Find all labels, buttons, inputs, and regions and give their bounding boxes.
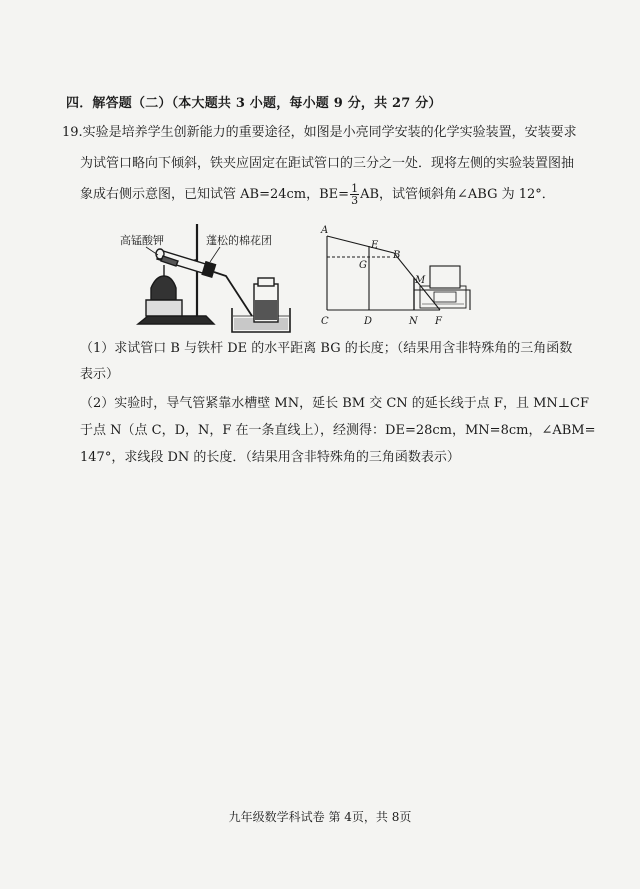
question-1-line-1: （1）求试管口 B 与铁杆 DE 的水平距离 BG 的长度；（结果用含非特殊角的三角函数 — [80, 341, 573, 356]
problem-line-1: 19.实验是培养学生创新能力的重要途径，如图是小亮同学安装的化学实验装置，安装要求 — [62, 125, 577, 140]
problem-line-3-start: 象成右侧示意图，已知试管 AB=24cm，BE= — [80, 187, 350, 202]
label-reagent: 高锰酸钾 — [120, 234, 164, 247]
section-title: 四．解答题（二）（本大题共 3 小题，每小题 9 分，共 27 分） — [66, 96, 442, 111]
geometric-schematic — [327, 236, 470, 310]
point-a-label: A — [321, 225, 329, 236]
label-cotton: 蓬松的棉花团 — [206, 234, 272, 247]
point-f-label: F — [435, 316, 442, 327]
figure-area — [0, 0, 640, 340]
point-n-label: N — [409, 316, 418, 327]
point-m-label: M — [415, 275, 426, 286]
question-1-line-2: 表示） — [80, 367, 120, 382]
question-2-line-1: （2）实验时，导气管紧靠水槽壁 MN，延长 BM 交 CN 的延长线于点 F，且 MN⊥CF — [80, 396, 589, 411]
problem-line-3-end: AB，试管倾斜角∠ABG 为 12°． — [360, 187, 555, 202]
question-2-line-3: 147°，求线段 DN 的长度．（结果用含非特殊角的三角函数表示） — [80, 450, 460, 465]
point-d-label: D — [364, 316, 373, 327]
fraction-numerator: 1 — [351, 182, 359, 195]
point-c-label: C — [321, 316, 329, 327]
fraction-denominator: 3 — [351, 194, 359, 207]
point-b-label: B — [393, 250, 401, 261]
page-footer: 九年级数学科试卷 第 4页，共 8页 — [228, 810, 412, 824]
point-g-label: G — [359, 260, 367, 271]
question-2-line-2: 于点 N（点 C，D，N，F 在一条直线上），经测得：DE=28cm，MN=8cm，∠ABM= — [80, 423, 596, 438]
problem-line-2: 为试管口略向下倾斜，铁夹应固定在距试管口的三分之一处．现将左侧的实验装置图抽 — [80, 156, 575, 171]
point-e-label: E — [371, 240, 379, 251]
